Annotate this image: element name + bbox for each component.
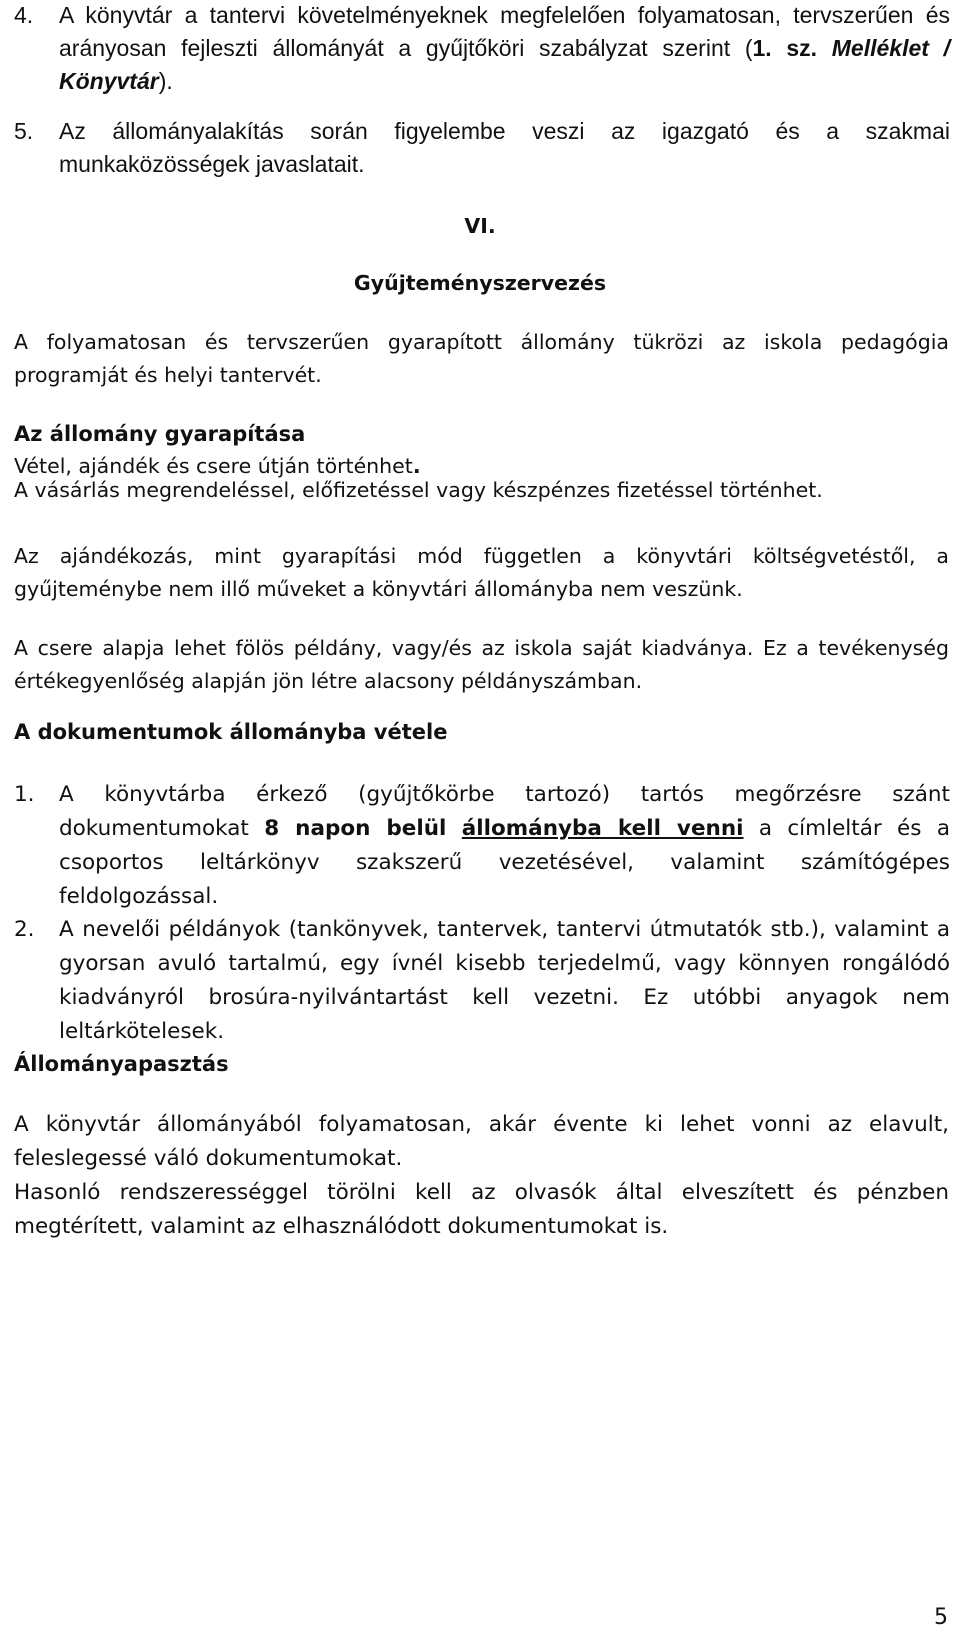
- section-heading-weeding: Állományapasztás: [14, 1052, 229, 1076]
- intake-item-2: [14, 913, 950, 1049]
- list-item-4: [14, 0, 950, 98]
- weeding-paragraph-2: Hasonló rendszerességgel törölni kell az olvasók által elveszített és pénzben megtérített, valamint az elhasználódott dokumentumokat is.: [14, 1180, 949, 1239]
- chapter-title: Gyűjteményszervezés: [353, 271, 607, 295]
- chapter-intro: A folyamatosan és tervszerűen gyarapított állomány tükrözi az iskola pedagógia programját és helyi tantervét.: [14, 330, 949, 387]
- list-item-5: [14, 115, 950, 181]
- acquisition-paragraph-2: A vásárlás megrendeléssel, előfizetéssel vagy készpénzes fizetéssel történhet.: [14, 478, 823, 502]
- list-number: 1.: [14, 782, 35, 807]
- list-item-text: A könyvtár a tantervi követelményeknek megfelelően folyamatosan, tervszerűen és arányosan fejleszti állományát a gyűjtőköri szabályzat szerint (1. sz. Melléklet / Könyvtár).: [59, 2, 951, 94]
- chapter-number: VI.: [464, 214, 496, 238]
- list-number: 5.: [14, 118, 34, 144]
- list-number: 2.: [14, 917, 35, 942]
- list-item-text: A nevelői példányok (tankönyvek, tantervek, tantervi útmutatók stb.), valamint a gyorsan avuló tartalmú, egy ívnél kisebb terjedelmű, vagy könnyen rongálódó kiadványról brosúra-nyilvántartást kell vezetni. Ez utóbbi anyagok nem leltárkötelesek.: [59, 917, 950, 1044]
- list-number: 4.: [14, 2, 34, 28]
- weeding-paragraph-1: A könyvtár állományából folyamatosan, akár évente ki lehet vonni az elavult, feleslegessé váló dokumentumokat.: [14, 1112, 949, 1171]
- section-heading-acquisition: Az állomány gyarapítása: [14, 422, 306, 446]
- section-heading-intake: A dokumentumok állományba vétele: [14, 720, 448, 744]
- acquisition-paragraph-3: Az ajándékozás, mint gyarapítási mód független a könyvtári költségvetéstől, a gyűjteménybe nem illő műveket a könyvtári állományba nem veszünk.: [14, 544, 949, 601]
- intake-item-1: [14, 778, 950, 914]
- acquisition-paragraph-1: Vétel, ajándék és csere útján történhet.: [14, 454, 421, 478]
- page-number: 5: [934, 1605, 948, 1630]
- list-item-text: Az állományalakítás során figyelembe veszi az igazgató és a szakmai munkaközösségek javaslatait.: [59, 118, 950, 177]
- list-item-text: A könyvtárba érkező (gyűjtőkörbe tartozó) tartós megőrzésre szánt dokumentumokat 8 napon belül állományba kell venni a címleltár és a csoportos leltárkönyv szakszerű vezetésével, valamint számítógépes feldolgozással.: [59, 782, 950, 909]
- acquisition-paragraph-4: A csere alapja lehet fölös példány, vagy/és az iskola saját kiadványa. Ez a tevékenység értékegyenlőség alapján jön létre alacsony példányszámban.: [14, 636, 949, 693]
